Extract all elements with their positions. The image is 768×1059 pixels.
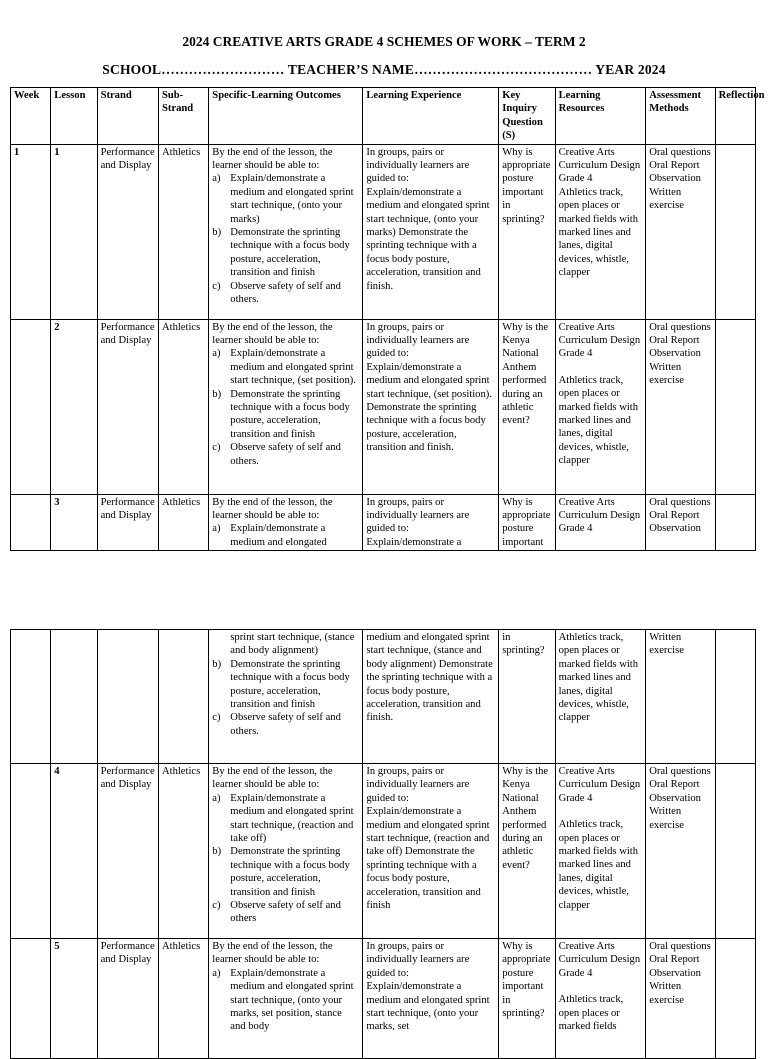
slo-intro: By the end of the lesson, the learner should be able to: (212, 496, 333, 522)
strand-cell: Performance and Display (97, 764, 158, 939)
list-item (212, 280, 359, 307)
week-cell (11, 630, 51, 764)
slo-list (212, 172, 359, 306)
table-header-row (11, 88, 756, 145)
reflection-cell (715, 319, 755, 494)
strand-cell: Performance and Display (97, 319, 158, 494)
list-item (212, 388, 359, 442)
list-marker: c) (212, 280, 221, 292)
column-header: Lesson (51, 88, 97, 145)
key-inquiry-cell: Why is appropriate posture important in sprinting? (499, 144, 555, 319)
slo-item-text: Explain/demonstrate a medium and elongated (230, 523, 327, 548)
school-teacher-year-line: SCHOOL……………………… TEACHER’S NAME………………………………… YEAR 2024 (102, 62, 666, 77)
slo-list (212, 792, 359, 926)
column-header: Sub-Strand (158, 88, 208, 145)
slo-item-text: Explain/demonstrate a medium and elongated sprint start technique, (onto your marks) (230, 173, 354, 225)
slo-item-text: Explain/demonstrate a medium and elongated sprint start technique, (onto your marks, set position, stance and body (230, 967, 354, 1033)
assessment-cell: Oral questions Oral Report Observation Written exercise (646, 144, 715, 319)
resource-text: Creative Arts Curriculum Design Grade 4 (558, 321, 641, 360)
slo-intro: By the end of the lesson, the learner should be able to: (212, 146, 333, 172)
list-marker: a) (212, 348, 221, 360)
learning-experience-cell: medium and elongated sprint start technique, (stance and body alignment) Demonstrate the sprinting technique with a focus body posture, acceleration, transition and finish. (363, 630, 499, 764)
resource-text: Creative Arts Curriculum Design Grade 4 (558, 146, 641, 185)
slo-item-text: Demonstrate the sprinting technique with a focus body posture, acceleration, transition and finish (230, 658, 350, 711)
lesson-cell: 3 (51, 494, 97, 551)
table-row (11, 319, 756, 494)
document-title: 2024 CREATIVE ARTS GRADE 4 SCHEMES OF WORK – TERM 2 (182, 34, 586, 49)
list-item (212, 899, 359, 926)
scheme-table (10, 87, 765, 551)
assessment-cell: Oral questions Oral Report Observation Written exercise (646, 319, 715, 494)
list-marker: a) (212, 792, 221, 804)
table-row (11, 939, 756, 1059)
list-marker: c) (212, 712, 221, 724)
slo-cell (209, 319, 363, 494)
strand-cell (97, 630, 158, 764)
list-item (212, 658, 359, 712)
list-marker: a) (212, 173, 221, 185)
learning-experience-cell: In groups, pairs or individually learners are guided to: Explain/demonstrate a medium and elongated sprint start technique, (onto your marks, set (363, 939, 499, 1059)
slo-item-text: Observe safety of self and others. (230, 280, 341, 306)
column-header: Learning Resources (555, 88, 646, 145)
reflection-cell (715, 939, 755, 1059)
resource-text: Athletics track, open places or marked fields (558, 994, 624, 1033)
reflection-cell (715, 630, 755, 764)
scheme-table-page-1 (10, 87, 765, 548)
slo-item-text: sprint start technique, (stance and body alignment) (230, 632, 355, 657)
substrand-cell: Athletics (158, 319, 208, 494)
learning-experience-cell: In groups, pairs or individually learners are guided to: Explain/demonstrate a medium and elongated sprint start technique, (set position). Demonstrate the sprinting technique with a focus body posture, acceleration, transition and finish. (363, 319, 499, 494)
week-cell (11, 494, 51, 551)
substrand-cell: Athletics (158, 494, 208, 551)
lesson-cell: 4 (51, 764, 97, 939)
slo-cell (209, 939, 363, 1059)
column-header: Learning Experience (363, 88, 499, 145)
lesson-cell: 5 (51, 939, 97, 1059)
resource-text: Athletics track, open places or marked fields with marked lines and lanes, digital devices, whistle, clapper (558, 374, 639, 467)
week-cell (11, 764, 51, 939)
resource-text: Creative Arts Curriculum Design Grade 4 (558, 941, 641, 979)
column-header: Strand (97, 88, 158, 145)
learning-resources-cell: Athletics track, open places or marked fields with marked lines and lanes, digital devices, whistle, clapper (555, 630, 646, 764)
column-header: Reflection (715, 88, 755, 145)
list-item (212, 967, 359, 1034)
list-item (212, 441, 359, 468)
learning-resources-cell (555, 144, 646, 319)
table-row (11, 630, 756, 764)
list-marker: b) (212, 846, 222, 858)
resource-text: Creative Arts Curriculum Design Grade 4 (558, 766, 641, 804)
reflection-cell (715, 144, 755, 319)
slo-intro: By the end of the lesson, the learner should be able to: (212, 941, 333, 966)
slo-list (212, 522, 359, 549)
assessment-cell: Oral questions Oral Report Observation (646, 494, 715, 551)
list-item (212, 172, 359, 226)
learning-resources-cell: Creative Arts Curriculum Design Grade 4 (555, 494, 646, 551)
slo-item-text: Explain/demonstrate a medium and elongated sprint start technique, (reaction and take off) (230, 792, 354, 845)
list-marker: b) (212, 658, 222, 670)
substrand-cell (158, 630, 208, 764)
slo-item-text: Demonstrate the sprinting technique with a focus body posture, acceleration, transition and finish (230, 227, 350, 279)
list-marker: a) (212, 967, 221, 979)
key-inquiry-cell: Why is the Kenya National Anthem performed during an athletic event? (499, 319, 555, 494)
column-header: Week (11, 88, 51, 145)
slo-cell (209, 144, 363, 319)
list-marker: b) (212, 388, 222, 400)
learning-resources-cell (555, 764, 646, 939)
table-row (11, 494, 756, 551)
assessment-cell: Oral questions Oral Report Observation Written exercise (646, 764, 715, 939)
key-inquiry-cell: Why is appropriate posture important in sprinting? (499, 939, 555, 1059)
column-header: Specific-Learning Outcomes (209, 88, 363, 145)
list-marker: b) (212, 227, 222, 239)
slo-list (212, 631, 359, 738)
list-marker: c) (212, 900, 221, 912)
lesson-cell (51, 630, 97, 764)
substrand-cell: Athletics (158, 764, 208, 939)
lesson-cell: 2 (51, 319, 97, 494)
resource-text: Athletics track, open places or marked fields with marked lines and lanes, digital devices, whistle, clapper (558, 819, 639, 911)
learning-resources-cell (555, 939, 646, 1059)
assessment-cell: Written exercise (646, 630, 715, 764)
week-cell (11, 319, 51, 494)
slo-item-text: Demonstrate the sprinting technique with a focus body posture, acceleration, transition and finish (230, 846, 350, 898)
learning-resources-cell (555, 319, 646, 494)
list-item (212, 792, 359, 846)
slo-intro: By the end of the lesson, the learner should be able to: (212, 321, 333, 347)
reflection-cell (715, 764, 755, 939)
lesson-cell: 1 (51, 144, 97, 319)
strand-cell: Performance and Display (97, 494, 158, 551)
slo-cell (209, 764, 363, 939)
table-row (11, 144, 756, 319)
week-cell: 1 (11, 144, 51, 319)
learning-experience-cell: In groups, pairs or individually learners are guided to: Explain/demonstrate a medium and elongated sprint start technique, (reaction and take off) Demonstrate the sprinting technique with a focus body posture, acceleration, transition and finish (363, 764, 499, 939)
key-inquiry-cell: Why is the Kenya National Anthem performed during an athletic event? (499, 764, 555, 939)
list-item (212, 226, 359, 280)
list-item (212, 711, 359, 738)
column-header: Key Inquiry Question (S) (499, 88, 555, 145)
slo-cell (209, 630, 363, 764)
strand-cell: Performance and Display (97, 939, 158, 1059)
key-inquiry-cell: Why is appropriate posture important (499, 494, 555, 551)
reflection-cell (715, 494, 755, 551)
week-cell (11, 939, 51, 1059)
slo-item-text: Observe safety of self and others. (230, 712, 341, 737)
table-row (11, 764, 756, 939)
strand-cell: Performance and Display (97, 144, 158, 319)
slo-intro: By the end of the lesson, the learner should be able to: (212, 766, 333, 791)
resource-text: Athletics track, open places or marked fields with marked lines and lanes, digital devices, whistle, clapper (558, 186, 639, 279)
list-marker: c) (212, 442, 221, 454)
list-item (212, 845, 359, 899)
substrand-cell: Athletics (158, 144, 208, 319)
assessment-cell: Oral questions Oral Report Observation Written exercise (646, 939, 715, 1059)
scheme-table-page-2 (10, 629, 758, 1033)
column-header: Assessment Methods (646, 88, 715, 145)
slo-cell (209, 494, 363, 551)
substrand-cell: Athletics (158, 939, 208, 1059)
list-item (212, 347, 359, 387)
list-marker: a) (212, 523, 221, 535)
list-item (230, 631, 359, 658)
learning-experience-cell: In groups, pairs or individually learners are guided to: Explain/demonstrate a (363, 494, 499, 551)
list-item (212, 522, 359, 549)
learning-experience-cell: In groups, pairs or individually learners are guided to: Explain/demonstrate a medium and elongated sprint start technique, (onto your marks) Demonstrate the sprinting technique with a focus body posture, acceleration, transition and finish. (363, 144, 499, 319)
slo-list (212, 347, 359, 468)
slo-item-text: Demonstrate the sprinting technique with a focus body posture, acceleration, transition and finish (230, 388, 350, 440)
slo-item-text: Explain/demonstrate a medium and elongated sprint start technique, (set position). (230, 348, 356, 387)
slo-item-text: Observe safety of self and others. (230, 442, 341, 467)
key-inquiry-cell: in sprinting? (499, 630, 555, 764)
slo-item-text: Observe safety of self and others (230, 900, 341, 925)
slo-list (212, 967, 359, 1034)
scheme-table-continued (10, 629, 756, 1059)
